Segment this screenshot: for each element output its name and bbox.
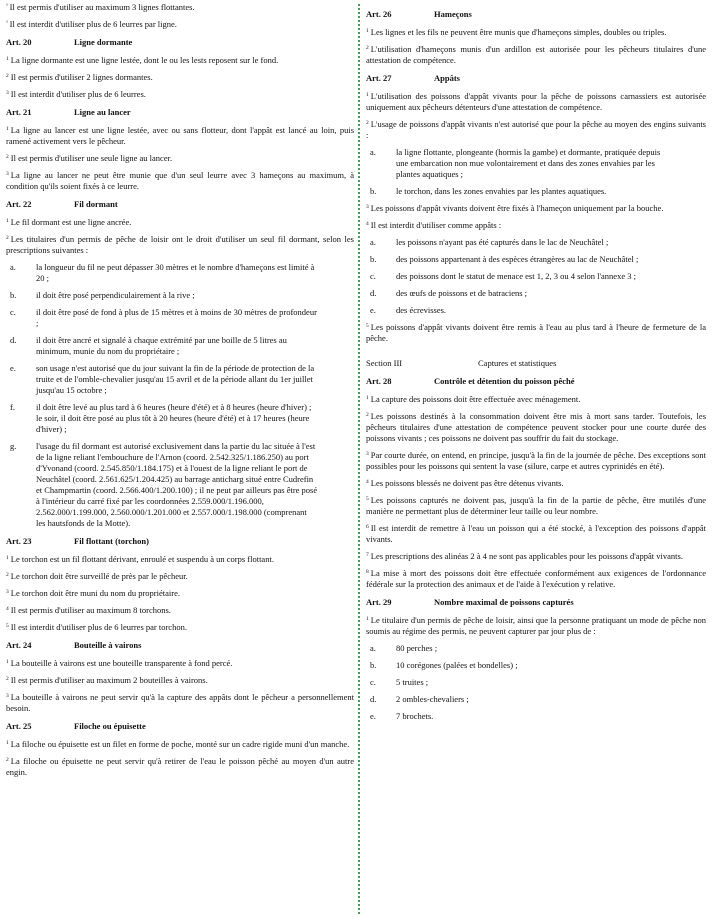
list [6, 262, 354, 529]
paragraph: $^1$ La filoche ou épuisette est un filet en forme de poche, monté sur un cadre rigide muni d'un manche. [6, 739, 350, 749]
paragraph: $^1$ La bouteille à vairons est une bouteille transparente à fond percé. [6, 658, 233, 668]
paragraph: $^4$ Les poissons blessés ne doivent pas être détenus vivants. [366, 478, 564, 488]
article-heading: Art. 27 Appâts [366, 73, 460, 83]
paragraph: $^2$ Les poissons destinés à la consommation doivent être mis à mort sans tarder. Toutefois, les pêcheurs titulaires d'une attestation de compétence peuvent stocker pour une courte durée des poissons vivants ; ces poissons ne doivent pas souffrir du fait du stockage. [366, 411, 706, 443]
section-heading: Section III Captures et statistiques [366, 358, 557, 368]
paragraph: $^2$ L'utilisation d'hameçons munis d'un ardillon est autorisée pour les pêcheurs titulaires d'une attestation de compétence. [366, 44, 706, 65]
list [366, 643, 706, 722]
list-item: d. des œufs de poissons et de batraciens ; [370, 288, 528, 298]
list-item: b. des poissons appartenant à des espèces étrangères au lac de Neuchâtel ; [370, 254, 639, 264]
list-item: b. 10 corégones (palées et bondelles) ; [370, 660, 518, 670]
paragraph: $^6$ Il est interdit de remettre à l'eau un poisson qui a été stocké, à l'exception des poissons d'appât vivants. [366, 523, 706, 544]
paragraph: $^2$ Il est permis d'utiliser 2 lignes dormantes. [6, 72, 153, 82]
list-item: b. il doit être posé perpendiculairement à la rive ; [10, 290, 195, 300]
list-item: a. les poissons n'ayant pas été capturés dans le lac de Neuchâtel ; [370, 237, 609, 247]
paragraph: $^2$ Les titulaires d'un permis de pêche de loisir ont le droit d'utiliser un seul fil dormant, selon les prescriptions suivantes : [6, 234, 354, 255]
article-heading: Art. 25 Filoche ou épuisette [6, 721, 146, 731]
paragraph: $^2$ L'usage de poissons d'appât vivants n'est autorisé que pour la pêche au moyen des engins suivants : [366, 119, 706, 140]
list-item: a. la ligne flottante, plongeante (hormis la gambe) et dormante, pratiquée depuis une embarcation non mue volontairement et dans des zones envahies par les plantes aquatiques ; [370, 147, 661, 179]
paragraph: $^3$ Le torchon doit être muni du nom du propriétaire. [6, 588, 180, 598]
paragraph: $^5$ Les poissons capturés ne doivent pas, jusqu'à la fin de la partie de pêche, être mutilés d'une manière ne permettant plus de déterminer leur taille ou leur nombre. [366, 495, 706, 516]
paragraph: $^3$ Par courte durée, on entend, en principe, jusqu'à la fin de la journée de pêche. Des exceptions sont possibles pour les poissons qui sentent la vase (silure, carpe et autres cyprinidés en été). [366, 450, 706, 471]
article-heading: Art. 23 Fil flottant (torchon) [6, 536, 149, 546]
list [366, 147, 706, 197]
list-item: e. 7 brochets. [370, 711, 434, 721]
paragraph: $^2$ Il est permis d'utiliser au maximum 2 bouteilles à vairons. [6, 675, 208, 685]
paragraph: $^5$ Il est interdit d'utiliser plus de 6 leurres par torchon. [6, 622, 187, 632]
paragraph: $^2$ Le torchon doit être surveillé de près par le pêcheur. [6, 571, 188, 581]
paragraph: $^{^3}$ Il est interdit d'utiliser plus de 6 leurres par ligne. [6, 19, 177, 29]
right-column [366, 2, 706, 728]
paragraph: $^2$ Il est permis d'utiliser une seule ligne au lancer. [6, 153, 173, 163]
paragraph: $^3$ La bouteille à vairons ne peut servir qu'à la capture des appâts dont le pêcheur a personnellement besoin. [6, 692, 354, 713]
paragraph: $^1$ L'utilisation des poissons d'appât vivants pour la pêche de poissons carnassiers est autorisée uniquement aux pêcheurs détenteurs d'une attestation de compétence. [366, 91, 706, 112]
paragraph: $^1$ La ligne dormante est une ligne lestée, dont le ou les lests reposent sur le fond. [6, 55, 279, 65]
paragraph: $^4$ Il est interdit d'utiliser comme appâts : [366, 220, 502, 230]
list-item: d. 2 ombles-chevaliers ; [370, 694, 469, 704]
paragraph: $^1$ Le titulaire d'un permis de pêche de loisir, ainsi que la personne pratiquant un mode de pêche non soumis au régime des permis, ne peuvent capturer par jour plus de : [366, 615, 706, 636]
list-item: a. la longueur du fil ne peut dépasser 30 mètres et le nombre d'hameçons est limité à 20 ; [10, 262, 315, 283]
paragraph: $^4$ Il est permis d'utiliser au maximum 8 torchons. [6, 605, 171, 615]
list-item: e. son usage n'est autorisé que du jour suivant la fin de la période de protection de la truite et de l'omble-chevalier jusqu'au 15 avril et de la période allant du 1er juillet jusqu'au 15 octobre ; [10, 363, 315, 395]
list-item: g. l'usage du fil dormant est autorisé exclusivement dans la partie du lac située à l'est de la ligne reliant l'embouchure de l'Arnon (coord. 2.542.325/1.186.250) au port d'Yvonand (coord. 2.545.850/1.184.175) et à l'ouest de la ligne reliant le port de Neuchâtel (coord. 2.561.625/1.204.425) au barrage anticharg situé entre Cudrefin et Champmartin (coord. 2.566.400/1.200.100) ; il ne peut par ailleurs pas être posé à l'intérieur du carré fixé par les coordonnées 2.559.000/1.196.000, 2.562.000/1.199.000, 2.560.000/1.201.000 et 2.557.000/1.198.000 (comprenant les hautsfonds de la Motte). [10, 441, 318, 528]
left-column [6, 2, 354, 784]
article-heading: Art. 29 Nombre maximal de poissons capturés [366, 597, 574, 607]
paragraph: $^3$ Les poissons d'appât vivants doivent être fixés à l'hameçon uniquement par la bouche. [366, 203, 664, 213]
list [366, 237, 706, 316]
paragraph: $^2$ La filoche ou épuisette ne peut servir qu'à retirer de l'eau le poisson pêché au moyen d'un autre engin. [6, 756, 354, 777]
paragraph: $^1$ Les lignes et les fils ne peuvent être munis que d'hameçons simples, doubles ou triples. [366, 27, 667, 37]
paragraph: $^1$ La ligne au lancer est une ligne lestée, avec ou sans flotteur, dont l'appât est lancé au loin, puis ramené activement vers le pêcheur. [6, 125, 354, 146]
list-item: c. des poissons dont le statut de menace est 1, 2, 3 ou 4 selon l'annexe 3 ; [370, 271, 636, 281]
paragraph: $^3$ La ligne au lancer ne peut être munie que d'un seul leurre avec 3 hameçons au maximum, à condition qu'ils soient fixés à ce leurre. [6, 170, 354, 191]
article-heading: Art. 22 Fil dormant [6, 199, 118, 209]
column-divider [358, 4, 360, 914]
paragraph: $^7$ Les prescriptions des alinéas 2 à 4 ne sont pas applicables pour les poissons d'appât vivants. [366, 551, 683, 561]
article-heading: Art. 28 Contrôle et détention du poisson pêché [366, 376, 575, 386]
paragraph: $^8$ La mise à mort des poissons doit être effectuée conformément aux exigences de l'ordonnance fédérale sur la protection des animaux et de l'aide à l'exécution y relative. [366, 568, 706, 589]
article-heading: Art. 21 Ligne au lancer [6, 107, 131, 117]
paragraph: $^{^2}$ Il est permis d'utiliser au maximum 3 lignes flottantes. [6, 2, 195, 12]
list-item: f. il doit être levé au plus tard à 6 heures (heure d'été) et à 8 heures (heure d'hiver) ; le soir, il doit être posé au plus tôt à 20 heures (heure d'été) et à 17 heures (heure d'hiver) ; [10, 402, 312, 434]
paragraph: $^1$ Le torchon est un fil flottant dérivant, enroulé et suspendu à un corps flottant. [6, 554, 274, 564]
list-item: c. 5 truites ; [370, 677, 429, 687]
list-item: c. il doit être posé de fond à plus de 15 mètres et à moins de 30 mètres de profondeur ; [10, 307, 317, 328]
paragraph: $^1$ Le fil dormant est une ligne ancrée. [6, 217, 132, 227]
paragraph: $^3$ Il est interdit d'utiliser plus de 6 leurres. [6, 89, 146, 99]
list-item: a. 80 perches ; [370, 643, 438, 653]
list-item: e. des écrevisses. [370, 305, 447, 315]
list-item: d. il doit être ancré et signalé à chaque extrémité par une boille de 5 litres au minimum, munie du nom du propriétaire ; [10, 335, 287, 356]
article-heading: Art. 26 Hameçons [366, 9, 472, 19]
article-heading: Art. 20 Ligne dormante [6, 37, 133, 47]
list-item: b. le torchon, dans les zones envahies par les plantes aquatiques. [370, 186, 607, 196]
paragraph: $^1$ La capture des poissons doit être effectuée avec ménagement. [366, 394, 581, 404]
paragraph: $^5$ Les poissons d'appât vivants doivent être remis à l'eau au plus tard à l'heure de fermeture de la pêche. [366, 322, 706, 343]
article-heading: Art. 24 Bouteille à vairons [6, 640, 142, 650]
